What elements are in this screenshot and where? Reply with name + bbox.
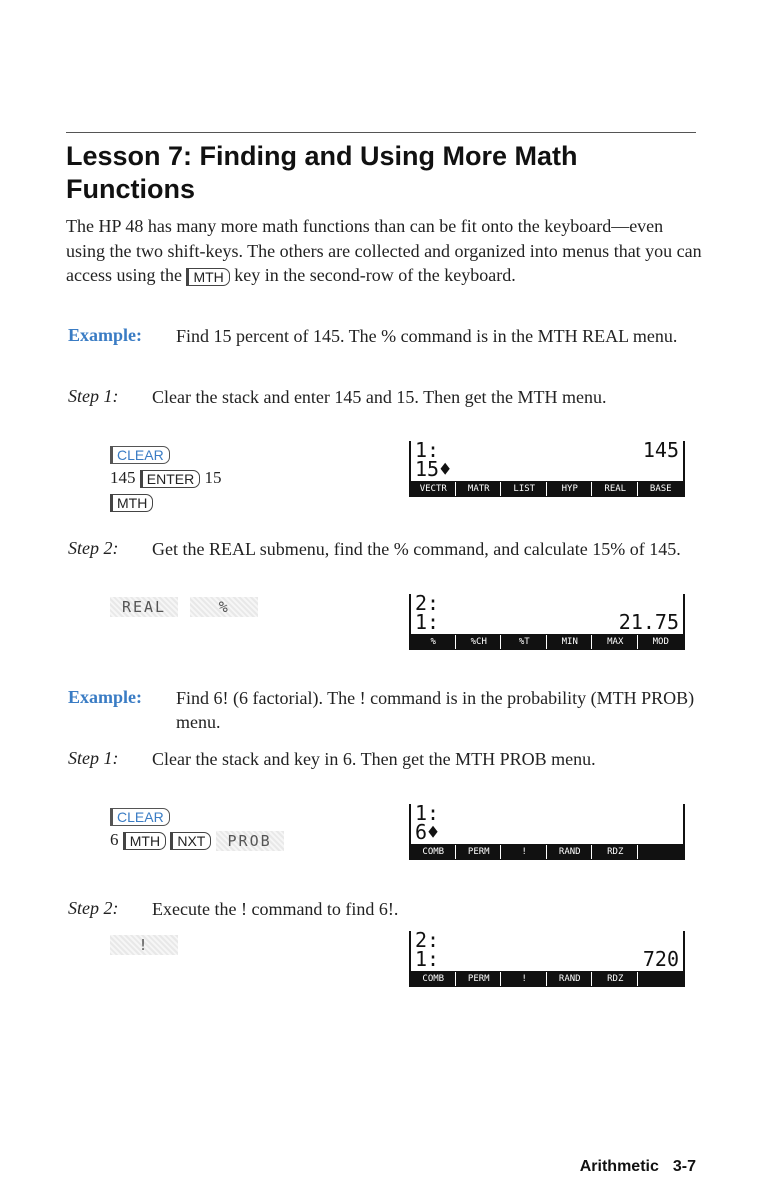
menu-bar [411, 971, 683, 987]
clear-key: CLEAR [110, 446, 170, 464]
menu-label: MOD [640, 635, 683, 649]
section-name: Arithmetic [579, 1158, 659, 1175]
step-label: Step 1: [68, 748, 119, 768]
menu-bar [411, 481, 683, 497]
menu-label: RAND [549, 845, 593, 859]
menu-label: %T [503, 635, 547, 649]
step-text: Get the REAL submenu, find the % command, and calculate 15% of 145. [152, 539, 681, 559]
menu-key: PROB [216, 831, 284, 851]
keystroke-line [110, 490, 153, 514]
page-number: 3-7 [672, 1158, 696, 1175]
menu-label: COMB [412, 845, 456, 859]
keystroke-line [110, 932, 178, 956]
step-text: Clear the stack and enter 145 and 15. Then get the MTH menu. [152, 387, 607, 407]
keystroke-line [110, 594, 258, 618]
calculator-display [409, 591, 685, 650]
menu-label: MAX [594, 635, 638, 649]
menu-label: PERM [458, 972, 502, 986]
step-text: Execute the ! command to find 6!. [152, 899, 399, 919]
page-footer [580, 1158, 696, 1176]
menu-label: VECTR [412, 482, 456, 496]
menu-label: %CH [458, 635, 502, 649]
menu-label: ! [503, 845, 547, 859]
stack-level: 2: [415, 928, 440, 952]
nxt-key: NXT [170, 832, 211, 850]
step-label: Step 2: [68, 538, 119, 558]
menu-label [640, 845, 683, 859]
menu-bar [411, 844, 683, 860]
top-rule [66, 132, 696, 133]
stack-level: 1: [415, 801, 440, 825]
calculator-display [409, 438, 685, 497]
mth-key: MTH [110, 494, 153, 512]
menu-label [640, 972, 683, 986]
stack-level: 15♦ [415, 457, 452, 481]
keystroke-line [110, 442, 170, 466]
number-entry: 6 [110, 830, 119, 849]
menu-key: % [190, 597, 258, 617]
menu-label: MIN [549, 635, 593, 649]
menu-label: LIST [503, 482, 547, 496]
step-text: Clear the stack and key in 6. Then get the MTH PROB menu. [152, 749, 596, 769]
stack-level: 1: 145 [415, 438, 679, 462]
menu-label: REAL [594, 482, 638, 496]
example-text: Find 6! (6 factorial). The ! command is in the probability (MTH PROB) menu. [176, 688, 695, 732]
menu-label: RAND [549, 972, 593, 986]
menu-key: REAL [110, 597, 178, 617]
menu-label: PERM [458, 845, 502, 859]
mth-key: MTH [123, 832, 166, 850]
menu-key: ! [110, 935, 178, 955]
step-label: Step 1: [68, 386, 119, 406]
step-label: Step 2: [68, 898, 119, 918]
example-text: Find 15 percent of 145. The % command is in the MTH REAL menu. [176, 326, 678, 346]
page-title: Lesson 7: Finding and Using More Math Functions [66, 141, 578, 204]
enter-key: ENTER [140, 470, 200, 488]
clear-key: CLEAR [110, 808, 170, 826]
number-entry: 145 [110, 468, 136, 487]
menu-label: COMB [412, 972, 456, 986]
menu-label: MATR [458, 482, 502, 496]
stack-level: 1: 21.75 [415, 610, 679, 634]
menu-label: RDZ [594, 845, 638, 859]
menu-label: BASE [640, 482, 683, 496]
keystroke-line [110, 804, 170, 828]
menu-label: % [412, 635, 456, 649]
mth-key: MTH [186, 268, 229, 286]
stack-level: 1: 720 [415, 947, 679, 971]
calculator-display [409, 928, 685, 987]
example-label: Example: [68, 325, 142, 345]
intro-paragraph: The HP 48 has many more math functions than can be fit onto the keyboard—even using the two shift-keys. The others are collected and organized into menus that you can access using the MTH key in the second-row of the keyboard. [66, 216, 702, 285]
example-label: Example: [68, 687, 142, 707]
calculator-display [409, 801, 685, 860]
keystroke-line [110, 828, 284, 852]
menu-label: RDZ [594, 972, 638, 986]
menu-bar [411, 634, 683, 650]
stack-level: 2: [415, 591, 440, 615]
menu-label: ! [503, 972, 547, 986]
stack-level: 6♦ [415, 820, 440, 844]
menu-label: HYP [549, 482, 593, 496]
keystroke-line [110, 466, 221, 490]
number-entry: 15 [204, 468, 222, 487]
